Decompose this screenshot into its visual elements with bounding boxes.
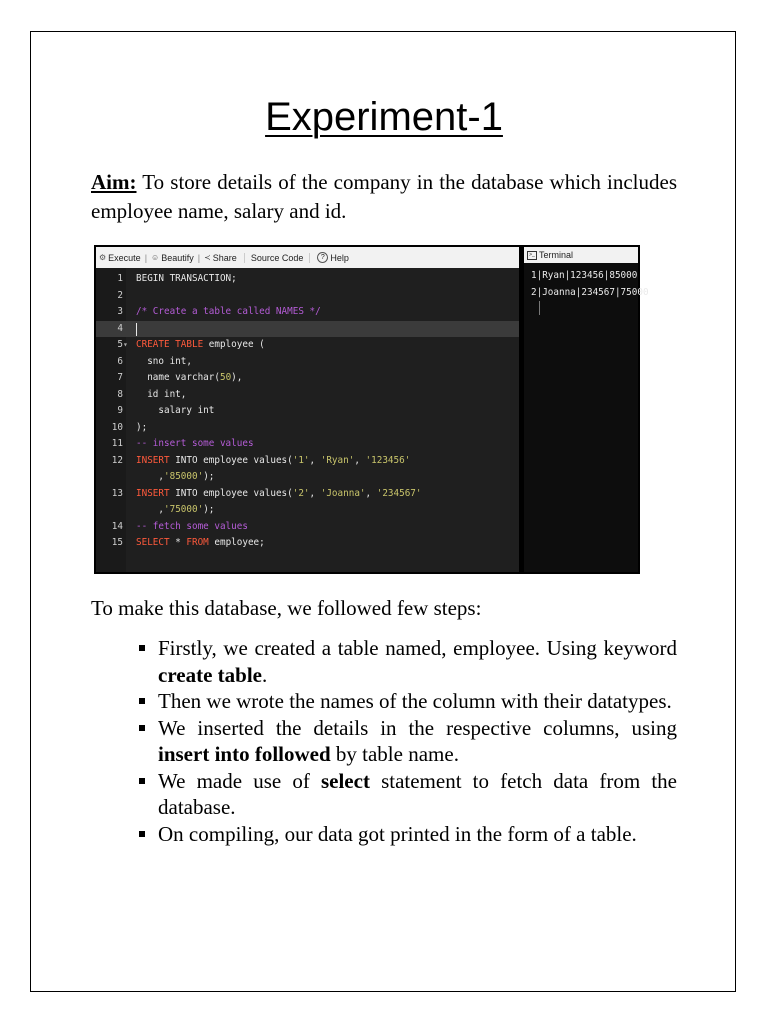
beautify-label: Beautify: [161, 252, 194, 263]
gear-icon: ⚙: [99, 253, 107, 262]
source-code-button[interactable]: Source Code: [244, 253, 311, 263]
insert-ryan-cont-code: ,'85000');: [136, 471, 215, 482]
code-editor-panel: [96, 247, 519, 572]
code-line: [96, 469, 519, 486]
terminal-cursor: [539, 301, 540, 315]
code-line: 12 INSERT INTO employee values('1', 'Ryan', '123456': [96, 453, 519, 470]
terminal-panel: [524, 247, 649, 572]
aim-text: To store details of the company in the database which includes employee name, salary and id.: [91, 170, 677, 223]
help-icon: ?: [317, 252, 328, 263]
fold-arrow-icon[interactable]: ▾: [123, 340, 128, 349]
terminal-line: 2|Joanna|234567|75000: [531, 287, 649, 298]
beautify-button[interactable]: [148, 253, 197, 263]
name-column-code: name varchar(50),: [136, 372, 243, 383]
create-table-code: CREATE TABLE employee (: [136, 339, 265, 350]
share-button[interactable]: [201, 253, 240, 263]
list-item: Then we wrote the names of the column with their datatypes.: [137, 688, 677, 715]
code-line: 14 -- fetch some values: [111, 520, 248, 532]
insert-joanna-cont-code: ,'75000');: [136, 504, 215, 515]
list-item: We inserted the details in the respective columns, using insert into followed by table name.: [137, 715, 677, 768]
code-line: 9 salary int: [117, 405, 215, 416]
code-line: 3 /* Create a table called NAMES */: [117, 306, 321, 317]
share-icon: ≺: [204, 253, 211, 262]
list-item: On compiling, our data got printed in the form of a table.: [137, 821, 677, 848]
code-line: 11 -- insert some values: [111, 438, 254, 449]
help-button[interactable]: [314, 252, 352, 263]
insert-ryan-code: INSERT INTO employee values('1', 'Ryan', '123456': [136, 454, 411, 466]
execute-label: Execute: [108, 252, 141, 263]
steps-intro: To make this database, we followed few steps:: [91, 596, 482, 620]
terminal-header: [524, 247, 638, 263]
code-line: 10 );: [111, 421, 148, 433]
list-item: We made use of select statement to fetch data from the database.: [137, 768, 677, 821]
code-line-active: 4: [96, 321, 519, 338]
terminal-output[interactable]: [524, 263, 649, 315]
smiley-icon: ☺: [151, 253, 160, 262]
text-cursor: [136, 323, 137, 336]
code-line: 6 sno int,: [117, 355, 192, 367]
list-item: Firstly, we created a table named, employee. Using keyword create table.: [137, 635, 677, 688]
code-line: 13 INSERT INTO employee values('2', 'Joanna', '234567': [96, 486, 519, 503]
code-line: 1 BEGIN TRANSACTION;: [117, 273, 237, 284]
terminal-icon: >_: [527, 251, 537, 260]
aim-paragraph: [91, 168, 677, 226]
code-line: 15 SELECT * FROM employee;: [96, 535, 519, 552]
editor-toolbar: [96, 247, 519, 268]
select-code: SELECT * FROM employee;: [136, 537, 265, 548]
aim-label: Aim:: [91, 170, 137, 194]
toolbar-divider: |: [197, 252, 201, 263]
code-line: 7 name varchar(50),: [96, 370, 519, 387]
toolbar-divider: |: [144, 252, 148, 263]
insert-joanna-code: INSERT INTO employee values('2', 'Joanna', '234567': [136, 487, 422, 499]
code-area[interactable]: [96, 271, 519, 552]
code-line: 8 id int,: [117, 388, 187, 400]
code-line: 2: [117, 289, 123, 301]
execute-button[interactable]: [96, 253, 144, 263]
code-line: [96, 502, 519, 519]
terminal-title: Terminal: [539, 250, 574, 260]
steps-list: [137, 635, 677, 847]
terminal-line: 1|Ryan|123456|85000: [531, 270, 638, 281]
help-label: Help: [330, 252, 349, 263]
share-label: Share: [212, 252, 237, 263]
page-title: Experiment-1: [265, 95, 503, 139]
code-line: 5 ▾ CREATE TABLE employee (: [96, 337, 519, 354]
ide-screenshot: [94, 245, 649, 574]
